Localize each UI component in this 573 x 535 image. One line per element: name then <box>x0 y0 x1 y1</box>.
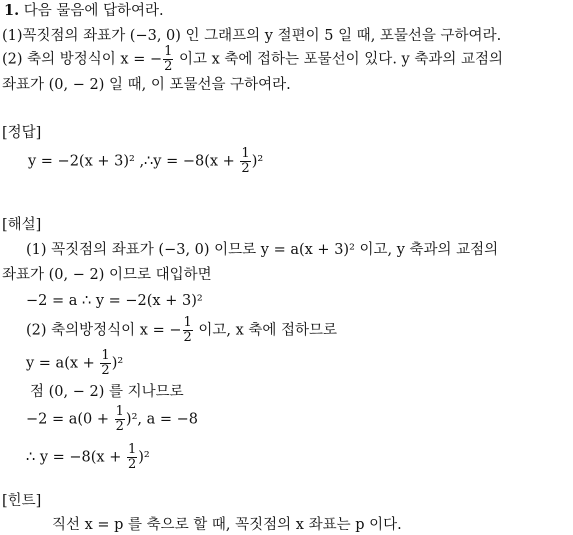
problem-number: 1. <box>4 2 20 19</box>
solution-line-6: 점 (0, − 2) 를 지나므로 <box>30 384 184 400</box>
fraction-numerator: 1 <box>115 404 124 419</box>
solution-line-5-b: )² <box>111 355 124 372</box>
solution-line-8-a: ∴ y = −8(x + <box>26 449 126 466</box>
fraction-denominator: 2 <box>241 161 250 176</box>
question-2-text-b: 이고 x 축에 접하는 포물선이 있다. y 축과의 교점의 <box>174 51 503 68</box>
solution-line-5 <box>26 349 123 378</box>
solution-line-8-b: )² <box>138 449 150 466</box>
fraction <box>127 443 137 472</box>
fraction-denominator: 2 <box>164 59 173 74</box>
answer-text-a: y = −2(x + 3)² ,∴y = −8(x + <box>28 153 240 170</box>
fraction-numerator: 1 <box>164 44 173 59</box>
fraction-denominator: 2 <box>115 419 124 434</box>
fraction <box>240 147 250 176</box>
problem-instruction: 다음 물음에 답하여라. <box>23 3 164 19</box>
fraction-numerator: 1 <box>127 442 137 457</box>
fraction <box>183 316 193 345</box>
solution-line-7 <box>26 405 198 434</box>
question-2-line-1 <box>2 45 503 74</box>
fraction-numerator: 1 <box>101 348 110 363</box>
question-1: (1)꼭짓점의 좌표가 (−3, 0) 인 그래프의 y 절편이 5 일 때, 포물선을 구하여라. <box>2 28 502 44</box>
fraction <box>100 349 110 378</box>
solution-heading: [해설] <box>2 217 42 233</box>
solution-line-7-b: )², a = −8 <box>125 411 198 428</box>
hint-heading: [힌트] <box>2 493 42 509</box>
fraction-denominator: 2 <box>183 330 192 345</box>
problem-header <box>4 2 164 20</box>
solution-line-5-a: y = a(x + <box>26 355 100 372</box>
solution-line-4-a: (2) 축의방정식이 x = − <box>26 322 182 339</box>
solution-line-2: 좌표가 (0, − 2) 이므로 대입하면 <box>2 267 212 283</box>
answer-line <box>28 147 263 176</box>
question-2-text-a: (2) 축의 방정식이 x = − <box>2 51 163 68</box>
solution-line-7-a: −2 = a(0 + <box>26 411 114 428</box>
solution-line-4-b: 이고, x 축에 접하므로 <box>193 322 338 339</box>
fraction <box>163 45 173 74</box>
fraction-denominator: 2 <box>101 363 110 378</box>
fraction-denominator: 2 <box>127 457 137 472</box>
solution-line-8 <box>26 443 150 472</box>
hint-text: 직선 x = p 를 축으로 할 때, 꼭짓점의 x 좌표는 p 이다. <box>52 517 402 533</box>
fraction-numerator: 1 <box>241 146 250 161</box>
answer-heading: [정답] <box>2 125 42 141</box>
fraction <box>115 405 125 434</box>
solution-line-1: (1) 꼭짓점의 좌표가 (−3, 0) 이므로 y = a(x + 3)² 이고, y 축과의 교점의 <box>26 242 499 258</box>
solution-line-3: −2 = a ∴ y = −2(x + 3)² <box>26 293 203 309</box>
question-2-line-2: 좌표가 (0, − 2) 일 때, 이 포물선을 구하여라. <box>2 77 291 93</box>
solution-line-4 <box>26 316 337 345</box>
answer-text-b: )² <box>251 153 264 170</box>
fraction-numerator: 1 <box>183 315 192 330</box>
